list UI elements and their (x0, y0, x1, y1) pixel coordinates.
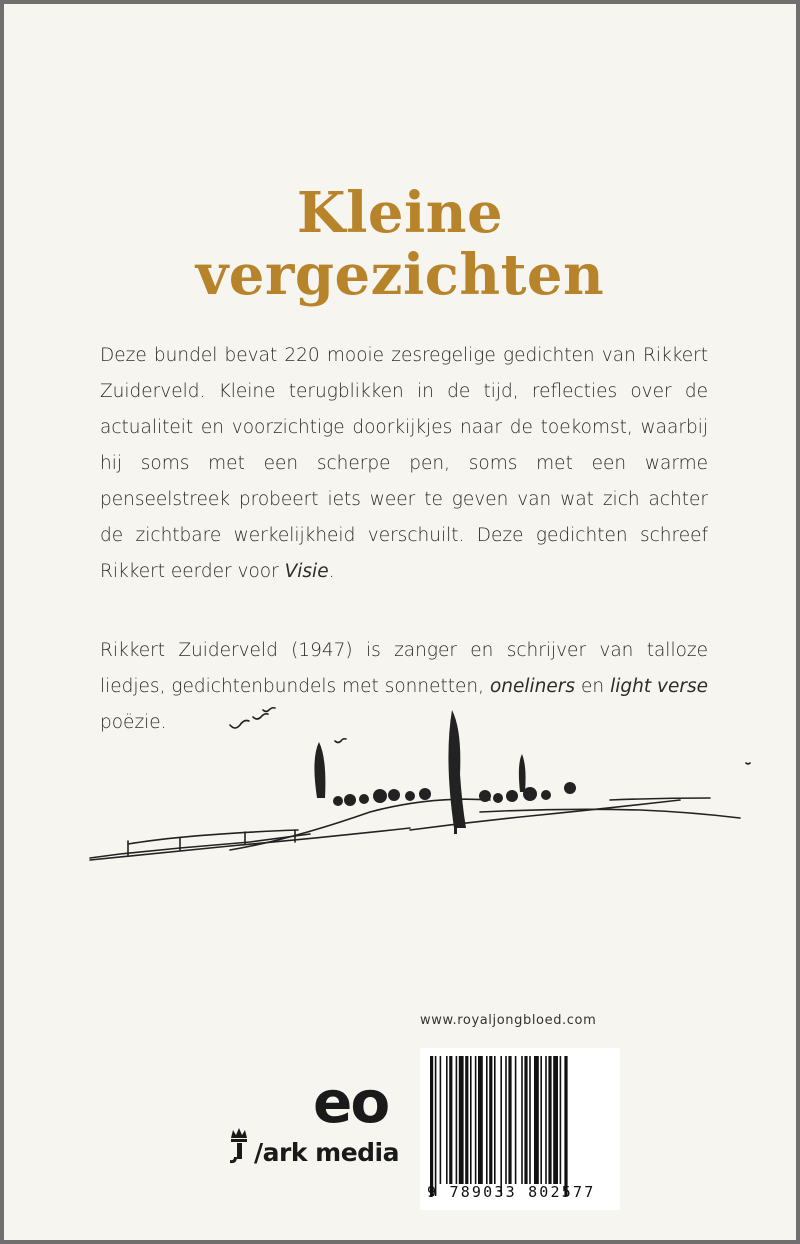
barcode-bar (456, 1056, 458, 1184)
barcode-bar (553, 1056, 558, 1184)
barcode-bar (449, 1056, 452, 1184)
barcode-bar (489, 1056, 492, 1184)
barcode-bar (470, 1056, 472, 1184)
eo-logo: eo (313, 1068, 389, 1136)
blurb-p2-italic-1: oneliners (489, 676, 576, 697)
isbn-digits: 9 789033 802577 (427, 1183, 596, 1201)
bird-icon (253, 714, 268, 719)
barcode-bar (540, 1056, 542, 1184)
barcode-bar (430, 1056, 433, 1196)
blurb-p2-c: poëzie. (100, 712, 167, 733)
blurb-paragraph-1 (100, 338, 708, 590)
barcode-bar (435, 1056, 437, 1196)
barcode-bar (446, 1056, 448, 1184)
barcode-bar (548, 1056, 551, 1184)
barcode-bar (508, 1056, 511, 1184)
landscape-illustration (80, 700, 760, 870)
bird-icon (230, 721, 249, 729)
blurb-p2-b: en (575, 676, 611, 697)
barcode-bar (524, 1056, 527, 1184)
barcode-bar (515, 1056, 517, 1184)
barcode-bar (459, 1056, 464, 1184)
crown-icon (228, 1124, 250, 1166)
barcode-bar (529, 1056, 531, 1184)
blurb-p1-text: Deze bundel bevat 220 mooie zesregelige gedichten van Rikkert Zuiderveld. Kleine terugblikken in de tijd, reflecties over de actualiteit en voorzichtige doorkijkjes naar de toekomst, waarbij hij soms met een scherpe pen, soms met een warme penseelstreek probeert iets weer te geven van wat zich achter de zichtbare werkelijkheid verschuilt. Deze gedichten schreef Rikkert eerder voor (100, 345, 708, 582)
barcode-bar (486, 1056, 488, 1184)
barcode-bar (465, 1056, 468, 1184)
blurb-p2-a: Rikkert Zuiderveld (1947) is zanger en schrijver van talloze liedjes, gedichtenbundels met sonnetten, (100, 640, 708, 697)
barcode-bar (560, 1056, 562, 1184)
publisher-url: www.royaljongbloed.com (420, 1013, 597, 1028)
blurb-p1-italic: Visie (284, 561, 329, 582)
barcode-bar (440, 1056, 442, 1184)
bird-icon (746, 763, 750, 764)
barcode-bar (521, 1056, 523, 1184)
title-line-1: Kleine (296, 180, 504, 246)
ark-media-logo: /ark media (254, 1138, 399, 1167)
title-line-2: vergezichten (195, 242, 605, 308)
book-title (0, 182, 800, 306)
barcode-bar (505, 1056, 507, 1184)
bird-icon (263, 708, 275, 712)
blurb-p1-end: . (328, 561, 335, 582)
barcode-bar (545, 1056, 547, 1184)
barcode-bar (534, 1056, 539, 1184)
barcode-bar (475, 1056, 477, 1184)
barcode-bar (500, 1056, 502, 1196)
bird-icon (335, 739, 346, 743)
blurb-p2-italic-2: light verse (610, 676, 708, 697)
barcode-bar (478, 1056, 483, 1184)
barcode-bar (564, 1056, 567, 1196)
barcode-bar (494, 1056, 496, 1184)
